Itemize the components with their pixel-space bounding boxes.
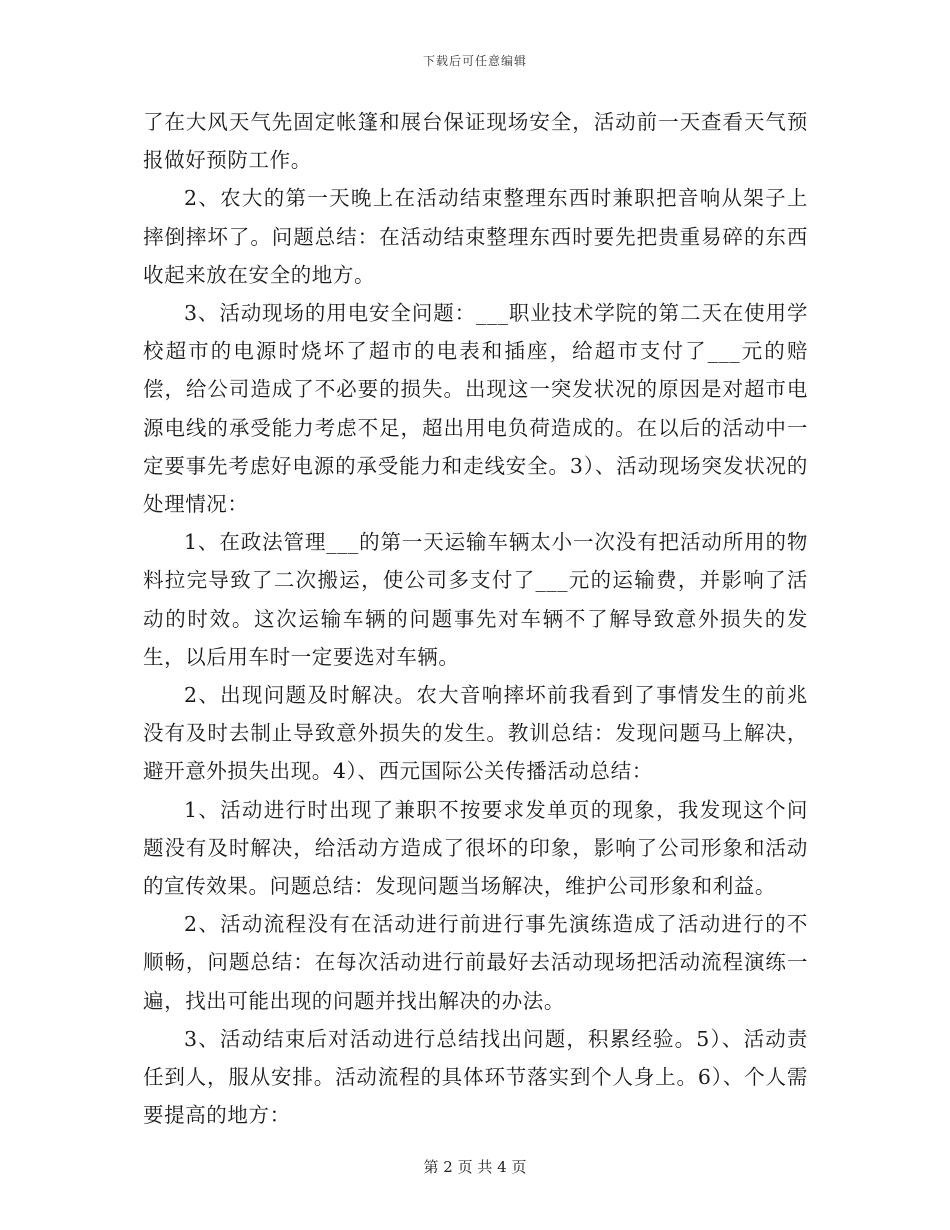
paragraph-3: 3、活动现场的用电安全问题：___职业技术学院的第二天在使用学校超市的电源时烧坏了超市的电表和插座，给超市支付了___元的赔偿，给公司造成了不必要的损失。出现这一突发状况的原因是对超市电源电线的承受能力考虑不足，超出用电负荷造成的。在以后的活动中一定要事先考虑好电源的承受能力和走线安全。3）、活动现场突发状况的处理情况： (143, 301, 808, 517)
paragraph-5: 2、出现问题及时解决。农大音响摔坏前我看到了事情发生的前兆没有及时去制止导致意外损失的发生。教训总结：发现问题马上解决，避开意外损失出现。4）、西元国际公关传播活动总结： (143, 683, 808, 784)
paragraph-1: 了在大风天气先固定帐篷和展台保证现场安全，活动前一天查看天气预报做好预防工作。 (143, 110, 808, 173)
page-number-footer: 第 2 页 共 4 页 (423, 1158, 527, 1176)
page-header: 下载后可任意编辑 (422, 54, 527, 68)
paragraph-2: 2、农大的第一天晚上在活动结束整理东西时兼职把音响从架子上摔倒摔坏了。问题总结：在活动结束整理东西时要先把贵重易碎的东西收起来放在安全的地方。 (143, 186, 808, 287)
paragraph-4: 1、在政法管理___的第一天运输车辆太小一次没有把活动所用的物料拉完导致了二次搬运，使公司多支付了___元的运输费，并影响了活动的时效。这次运输车辆的问题事先对车辆不了解导致意外损失的发生，以后用车时一定要选对车辆。 (143, 530, 808, 669)
paragraph-8: 3、活动结束后对活动进行总结找出问题，积累经验。5）、活动责任到人，服从安排。活动流程的具体环节落实到个人身上。6）、个人需要提高的地方： (143, 1026, 808, 1128)
paragraph-6: 1、活动进行时出现了兼职不按要求发单页的现象，我发现这个问题没有及时解决，给活动方造成了很坏的印象，影响了公司形象和活动的宣传效果。问题总结：发现问题当场解决，维护公司形象和利益。 (143, 797, 808, 899)
paragraph-7: 2、活动流程没有在活动进行前进行事先演练造成了活动进行的不顺畅，问题总结：在每次活动进行前最好去活动现场把活动流程演练一遍，找出可能出现的问题并找出解决的办法。 (143, 912, 808, 1013)
document-body (143, 103, 808, 1134)
